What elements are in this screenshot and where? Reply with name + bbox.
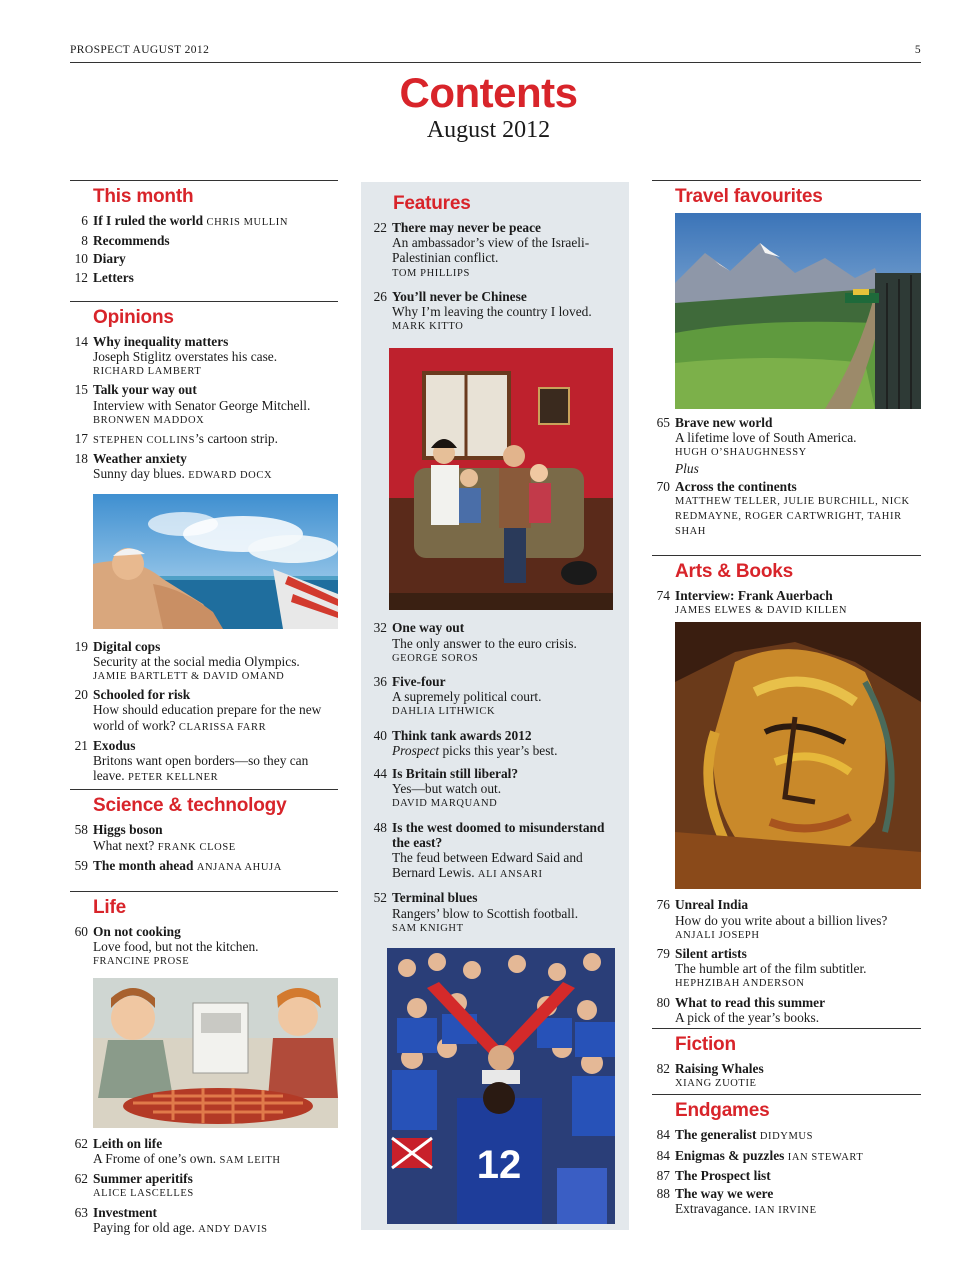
- entry-description: Interview with Senator George Mitchell.: [93, 397, 311, 413]
- toc-entry[interactable]: [652, 1168, 921, 1183]
- entry-author: SAM LEITH: [219, 1154, 281, 1166]
- section-life: [70, 891, 338, 1237]
- toc-entry[interactable]: [70, 431, 338, 448]
- toc-entry[interactable]: [70, 270, 338, 285]
- entry-author: JAMES ELWES & DAVID KILLEN: [675, 605, 848, 617]
- entry-description: Joseph Stiglitz overstates his case.: [93, 349, 278, 365]
- entry-author: BRONWEN MADDOX: [93, 414, 205, 426]
- entry-description: The only answer to the euro crisis.: [392, 635, 577, 651]
- page-ref: 15: [74, 382, 88, 398]
- toc-entry[interactable]: [369, 674, 621, 720]
- toc-entry[interactable]: [70, 924, 338, 970]
- toc-entry[interactable]: [369, 289, 621, 335]
- right-column: [652, 180, 921, 1221]
- entry-headline: What to read this summer: [675, 994, 826, 1010]
- toc-entry[interactable]: [652, 479, 921, 539]
- toc-entry[interactable]: [70, 1171, 338, 1201]
- entry-author: RICHARD LAMBERT: [93, 366, 202, 378]
- entry-headline: Interview: Frank Auerbach: [675, 588, 833, 604]
- entry-author: IAN IRVINE: [754, 1205, 817, 1217]
- section-title: Travel favourites: [675, 186, 823, 207]
- entry-description: An ambassador’s view of the Israeli-Palestinian conflict.: [392, 235, 590, 266]
- entry-description: Security at the social media Olympics.: [93, 653, 300, 669]
- section-fiction: [652, 1028, 921, 1091]
- page-ref: 62: [74, 1135, 88, 1151]
- toc-entry[interactable]: [652, 415, 921, 476]
- page-ref: 59: [74, 857, 88, 873]
- toc-entry[interactable]: [369, 766, 621, 812]
- entry-headline: Recommends: [93, 233, 170, 249]
- toc-entry[interactable]: [70, 451, 338, 483]
- entry-description: Yes—but watch out.: [392, 781, 502, 797]
- page-ref: 52: [373, 890, 387, 906]
- page-ref: 26: [373, 288, 387, 304]
- entry-description: What next?: [93, 837, 155, 853]
- entry-author: ALICE LASCELLES: [93, 1188, 194, 1200]
- section-title: This month: [93, 186, 194, 207]
- entry-headline: Think tank awards 2012: [392, 727, 532, 743]
- entry-author: ANDY DAVIS: [198, 1223, 268, 1235]
- section-title: Science & technology: [93, 795, 287, 817]
- toc-entry[interactable]: [70, 738, 338, 786]
- entry-author: DAHLIA LITHWICK: [392, 706, 496, 718]
- section-title: Opinions: [93, 306, 174, 328]
- svg-text:12: 12: [476, 1143, 522, 1188]
- toc-entry[interactable]: [652, 897, 921, 943]
- page-ref: 22: [373, 220, 387, 235]
- page-ref: 18: [74, 451, 88, 467]
- entry-author: DAVID MARQUAND: [392, 798, 498, 810]
- toc-entry[interactable]: [70, 233, 338, 248]
- toc-entry[interactable]: [369, 890, 621, 936]
- toc-entry[interactable]: [70, 334, 338, 380]
- entry-author: STEPHEN COLLINS: [93, 435, 196, 447]
- section-science: [70, 789, 338, 875]
- toc-entry[interactable]: [70, 1205, 338, 1237]
- entry-headline: Higgs boson: [93, 822, 163, 838]
- page-ref: 82: [656, 1061, 670, 1077]
- page-ref: 84: [656, 1127, 670, 1143]
- page-number: 5: [914, 44, 921, 56]
- section-title: Fiction: [675, 1034, 736, 1056]
- section-travel: [652, 180, 921, 539]
- entry-headline: The Prospect list: [675, 1167, 771, 1183]
- entry-description: Sunny day blues.: [93, 466, 185, 482]
- entry-headline: Why inequality matters: [93, 333, 229, 349]
- entry-headline: Unreal India: [675, 897, 749, 913]
- mountain-train-photo: [675, 213, 921, 409]
- toc-entry[interactable]: [369, 620, 621, 666]
- entry-headline: One way out: [392, 620, 465, 636]
- page-ref: 6: [81, 213, 88, 228]
- page-ref: 65: [656, 415, 670, 430]
- entry-description: The feud between Edward Said and Bernard Lewis.: [392, 850, 583, 881]
- page-ref: 32: [373, 620, 387, 636]
- entry-description: [392, 743, 621, 758]
- entry-headline: Digital cops: [93, 638, 161, 654]
- toc-entry[interactable]: [70, 822, 338, 854]
- entry-description: ’s cartoon strip.: [195, 431, 278, 447]
- football-fans-photo: [387, 948, 615, 1224]
- entry-headline: Summer aperitifs: [93, 1171, 193, 1187]
- masthead: [0, 70, 977, 144]
- entry-author: MATTHEW TELLER, JULIE BURCHILL, NICK REDMAYNE, ROGER CARTWRIGHT, TAHIR SHAH: [675, 496, 910, 538]
- entry-headline: Across the continents: [675, 478, 797, 494]
- entry-headline: Raising Whales: [675, 1061, 764, 1077]
- page-ref: 79: [656, 946, 670, 962]
- entry-author: EDWARD DOCX: [188, 470, 273, 482]
- toc-entry[interactable]: [652, 1148, 921, 1165]
- entry-headline: Talk your way out: [93, 382, 197, 398]
- entry-description: A lifetime love of South America.: [675, 430, 857, 446]
- issue-date: August 2012: [426, 117, 551, 143]
- entry-description-text: picks this year’s best.: [439, 742, 558, 758]
- section-title: Arts & Books: [675, 561, 793, 583]
- page-ref: 14: [74, 333, 88, 349]
- entry-author: IAN STEWART: [787, 1151, 864, 1163]
- entry-description: Why I’m leaving the country I loved.: [392, 304, 592, 320]
- entry-author: ALI ANSARI: [477, 869, 543, 881]
- page-title: Contents: [399, 69, 578, 116]
- page-ref: 40: [373, 727, 387, 743]
- page-ref: 17: [74, 431, 88, 447]
- entry-author: PETER KELLNER: [127, 772, 219, 784]
- page-ref: 62: [74, 1171, 88, 1187]
- features-panel: [361, 182, 629, 1230]
- entry-author: HUGH O’SHAUGHNESSY: [675, 447, 807, 459]
- entry-headline: Leith on life: [93, 1135, 163, 1151]
- entry-headline: The generalist: [675, 1127, 757, 1143]
- entry-author: GEORGE SOROS: [392, 652, 479, 664]
- publication-name: PROSPECT AUGUST 2012: [70, 44, 210, 56]
- page-ref: 8: [81, 233, 88, 249]
- section-title: Endgames: [675, 1100, 770, 1122]
- sunbathers-photo: [93, 494, 338, 629]
- section-arts: [652, 555, 921, 1025]
- entry-author: XIANG ZUOTIE: [675, 1078, 757, 1090]
- toc-entry[interactable]: [70, 251, 338, 266]
- left-column: [70, 180, 338, 1240]
- magazine-name: Prospect: [392, 742, 440, 758]
- entry-description: A Frome of one’s own.: [93, 1150, 217, 1166]
- page-ref: 19: [74, 638, 88, 654]
- entry-headline: Schooled for risk: [93, 687, 191, 703]
- retro-kitchen-illustration: [93, 978, 338, 1128]
- page-ref: 80: [656, 994, 670, 1010]
- entry-author: SAM KNIGHT: [392, 922, 464, 934]
- page-ref: 88: [656, 1186, 670, 1202]
- page-ref: 74: [656, 588, 670, 604]
- toc-entry[interactable]: [369, 728, 621, 758]
- entry-headline: The month ahead: [93, 857, 194, 873]
- entry-headline: Brave new world: [675, 415, 773, 430]
- page-ref: 58: [74, 822, 88, 838]
- entry-description: Love food, but not the kitchen.: [93, 939, 259, 955]
- toc-entry[interactable]: [652, 1061, 921, 1091]
- family-portrait-photo: [389, 348, 613, 610]
- entry-headline: Weather anxiety: [93, 451, 187, 467]
- entry-description: Rangers’ blow to Scottish football.: [392, 905, 579, 921]
- toc-entry[interactable]: [369, 820, 621, 883]
- page-ref: 10: [74, 251, 88, 267]
- page-ref: 48: [373, 819, 387, 835]
- entry-author: CLARISSA FARR: [178, 721, 267, 733]
- entry-description: Paying for old age.: [93, 1219, 195, 1235]
- entry-headline: Five-four: [392, 674, 446, 690]
- page-ref: 63: [74, 1204, 88, 1220]
- page-ref: 20: [74, 687, 88, 703]
- page-ref: 44: [373, 766, 387, 782]
- entry-headline: The way we were: [675, 1186, 774, 1202]
- entry-headline: If I ruled the world: [93, 213, 204, 228]
- section-this-month: [70, 180, 338, 285]
- section-endgames: [652, 1094, 921, 1218]
- entry-description: How do you write about a billion lives?: [675, 912, 888, 928]
- entry-author: HEPHZIBAH ANDERSON: [675, 978, 805, 990]
- toc-entry[interactable]: [652, 1186, 921, 1218]
- entry-headline: Is Britain still liberal?: [392, 766, 519, 782]
- toc-entry[interactable]: [70, 687, 338, 735]
- entry-description: A pick of the year’s books.: [675, 1009, 820, 1025]
- entry-headline: Terminal blues: [392, 890, 478, 906]
- toc-entry[interactable]: [70, 213, 338, 230]
- section-title: Life: [93, 897, 126, 919]
- toc-entry[interactable]: [70, 639, 338, 685]
- plus-label: Plus: [675, 460, 699, 476]
- entry-headline: Is the west doomed to misunderstand the east?: [392, 819, 605, 850]
- toc-entry[interactable]: [369, 220, 621, 281]
- page-ref: 87: [656, 1167, 670, 1183]
- toc-entry[interactable]: [652, 946, 921, 992]
- entry-author: FRANCINE PROSE: [93, 956, 190, 968]
- toc-entry[interactable]: [70, 858, 338, 875]
- entry-headline: There may never be peace: [392, 220, 541, 235]
- page-ref: 70: [656, 478, 670, 494]
- toc-entry[interactable]: [70, 382, 338, 428]
- entry-author: DIDYMUS: [759, 1131, 814, 1143]
- entry-headline: Silent artists: [675, 946, 747, 962]
- entry-author: ANJANA AHUJA: [196, 861, 282, 873]
- entry-headline: Diary: [93, 251, 126, 267]
- running-header: [70, 44, 921, 63]
- page-ref: 60: [74, 924, 88, 940]
- toc-entry[interactable]: [70, 1136, 338, 1168]
- entry-author: MARK KITTO: [392, 321, 464, 333]
- entry-description: The humble art of the film subtitler.: [675, 961, 867, 977]
- toc-entry[interactable]: [652, 995, 921, 1025]
- entry-headline: Enigmas & puzzles: [675, 1147, 785, 1163]
- page-ref: 36: [373, 674, 387, 690]
- entry-author: ANJALI JOSEPH: [675, 929, 760, 941]
- section-opinions: [70, 301, 338, 786]
- entry-headline: You’ll never be Chinese: [392, 288, 527, 304]
- section-title: Features: [393, 193, 471, 214]
- entry-description: Britons want open borders—so they can leave.: [93, 753, 309, 784]
- toc-entry[interactable]: [652, 1127, 921, 1144]
- entry-author: CHRIS MULLIN: [206, 217, 289, 228]
- auerbach-portrait-painting: [675, 622, 921, 889]
- entry-headline: Exodus: [93, 737, 136, 753]
- page-ref: 76: [656, 897, 670, 913]
- page-ref: 84: [656, 1147, 670, 1163]
- page-ref: 12: [74, 269, 88, 285]
- entry-author: JAMIE BARTLETT & DAVID OMAND: [93, 671, 285, 683]
- entry-headline: Investment: [93, 1204, 157, 1220]
- section-features: [369, 188, 621, 1224]
- entry-headline: On not cooking: [93, 924, 181, 940]
- entry-description: How should education prepare for the new world of work?: [93, 702, 322, 733]
- page-ref: 21: [74, 737, 88, 753]
- toc-entry[interactable]: [652, 588, 921, 618]
- entry-author: FRANK CLOSE: [157, 841, 236, 853]
- entry-description: A supremely political court.: [392, 689, 542, 705]
- entry-author: TOM PHILLIPS: [392, 267, 470, 279]
- entry-description: Extravagance.: [675, 1201, 752, 1217]
- entry-headline: Letters: [93, 269, 134, 285]
